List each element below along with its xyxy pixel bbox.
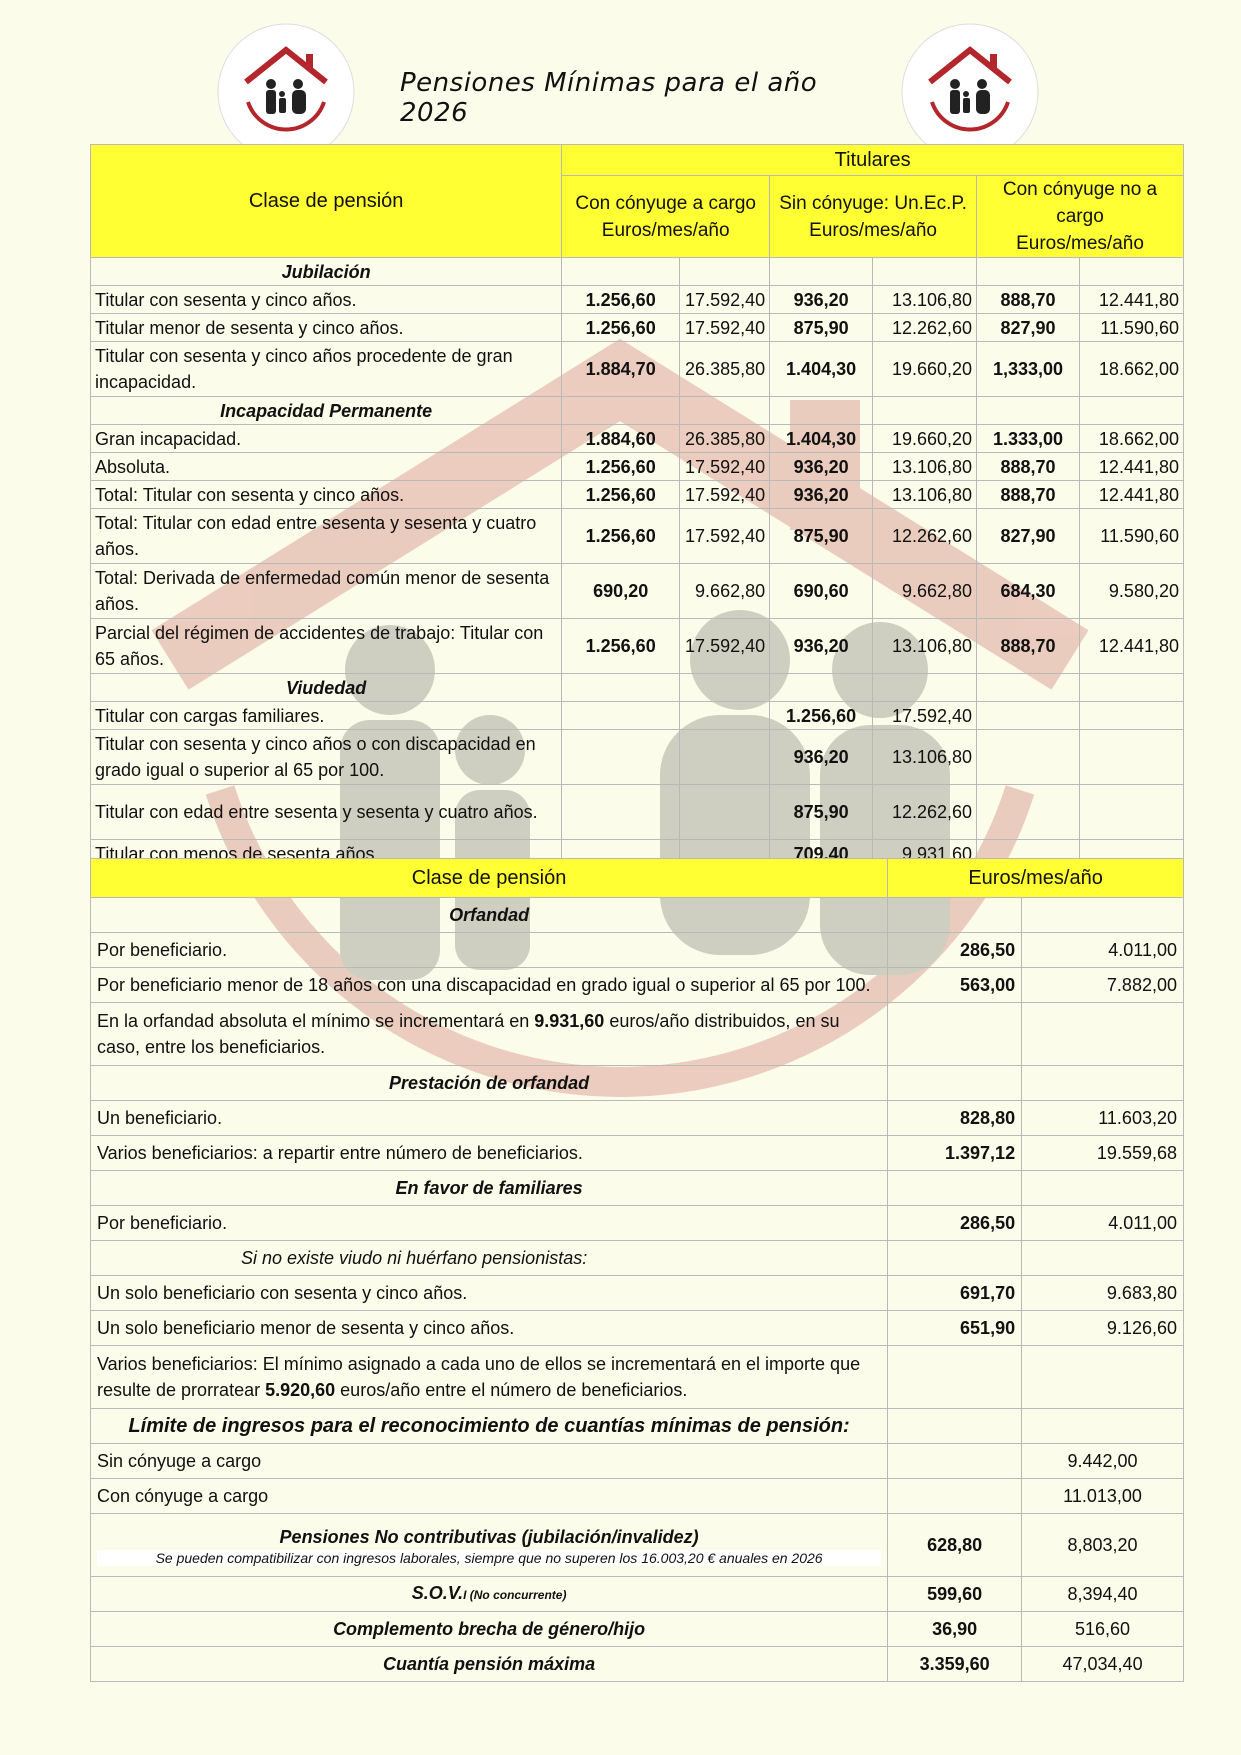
value-mes: 936,20	[770, 453, 873, 481]
rows-viudedad	[91, 702, 1184, 868]
table-row	[91, 702, 1184, 730]
table-row	[91, 1346, 1184, 1409]
value-anio	[680, 785, 770, 840]
value-mes: 651,90	[888, 1311, 1022, 1346]
value-mes: 875,90	[770, 314, 873, 342]
value-mes	[977, 785, 1080, 840]
euros-header: Euros/mes/año	[888, 859, 1184, 898]
value-mes: 286,50	[888, 933, 1022, 968]
value-anio: 12.441,80	[1079, 453, 1183, 481]
value-anio: 17.592,40	[873, 702, 977, 730]
value-mes: 1.256,60	[562, 453, 680, 481]
row-label: Sin cónyuge a cargo	[91, 1444, 888, 1479]
value-mes: 1.256,60	[562, 314, 680, 342]
table-row	[91, 564, 1184, 619]
table-row	[91, 1101, 1184, 1136]
value-anio: 9.662,80	[680, 564, 770, 619]
section-row	[91, 258, 1184, 286]
value-anio: 11.603,20	[1022, 1101, 1184, 1136]
value-mes: 888,70	[977, 453, 1080, 481]
value-mes: 828,80	[888, 1101, 1022, 1136]
section-orfandad: Orfandad	[91, 898, 888, 933]
value-mes: 684,30	[977, 564, 1080, 619]
value-anio: 12.262,60	[873, 509, 977, 564]
value-anio: 11.013,00	[1022, 1479, 1184, 1514]
table-row	[91, 1444, 1184, 1479]
value-anio: 19.559,68	[1022, 1136, 1184, 1171]
value-mes: 888,70	[977, 619, 1080, 674]
table-row	[91, 785, 1184, 840]
orfandad-absoluta-note: En la orfandad absoluta el mínimo se incrementará en 9.931,60 euros/año distribuidos, en su caso, entre los beneficiarios.	[91, 1003, 888, 1066]
otras-pensiones-table	[90, 858, 1184, 1682]
section-familiares: En favor de familiares	[91, 1171, 888, 1206]
table-row	[91, 1003, 1184, 1066]
value-anio: 7.882,00	[1022, 968, 1184, 1003]
table-row	[91, 1612, 1184, 1647]
value-anio: 13.106,80	[873, 453, 977, 481]
page-title: Pensiones Mínimas para el año 2026	[400, 68, 818, 128]
value-mes: 936,20	[770, 619, 873, 674]
value-anio: 19.660,20	[873, 425, 977, 453]
value-mes: 936,20	[770, 730, 873, 785]
value-anio: 47,034,40	[1022, 1647, 1184, 1682]
class-header: Clase de pensión	[91, 859, 888, 898]
value-anio	[1079, 730, 1183, 785]
section-row	[91, 397, 1184, 425]
titulares-table	[90, 144, 1184, 868]
value-mes: 888,70	[977, 481, 1080, 509]
table-row	[91, 286, 1184, 314]
table-row	[91, 1479, 1184, 1514]
value-mes: 691,70	[888, 1276, 1022, 1311]
value-mes: 3.359,60	[888, 1647, 1022, 1682]
table-row	[91, 968, 1184, 1003]
row-label: Por beneficiario.	[91, 933, 888, 968]
value-mes: 1.256,60	[562, 286, 680, 314]
value-anio: 13.106,80	[873, 730, 977, 785]
value-anio: 12.441,80	[1079, 286, 1183, 314]
row-label: Total: Titular con sesenta y cinco años.	[91, 481, 562, 509]
value-mes	[562, 730, 680, 785]
value-anio: 8,803,20	[1022, 1514, 1184, 1577]
value-mes: 709,40	[770, 840, 873, 868]
value-anio: 17.592,40	[680, 509, 770, 564]
value-anio: 4.011,00	[1022, 933, 1184, 968]
table-row	[91, 1276, 1184, 1311]
value-mes: 1.256,60	[562, 619, 680, 674]
value-anio: 26.385,80	[680, 425, 770, 453]
section-incapacidad: Incapacidad Permanente	[91, 397, 562, 425]
section-row	[91, 674, 1184, 702]
organization-logo	[216, 22, 356, 162]
table-row	[91, 453, 1184, 481]
value-mes: 690,20	[562, 564, 680, 619]
row-label: Titular menor de sesenta y cinco años.	[91, 314, 562, 342]
value-anio: 4.011,00	[1022, 1206, 1184, 1241]
value-anio: 12.441,80	[1079, 481, 1183, 509]
value-mes: 690,60	[770, 564, 873, 619]
row-label: Titular con sesenta y cinco años o con discapacidad en grado igual o superior al 65 por 100.	[91, 730, 562, 785]
value-mes: 936,20	[770, 286, 873, 314]
value-mes: 1.404,30	[770, 342, 873, 397]
row-label: Total: Titular con edad entre sesenta y sesenta y cuatro años.	[91, 509, 562, 564]
row-label: Gran incapacidad.	[91, 425, 562, 453]
table-row	[91, 481, 1184, 509]
value-anio	[680, 730, 770, 785]
value-anio: 17.592,40	[680, 314, 770, 342]
value-mes: 628,80	[888, 1514, 1022, 1577]
row-label: Titular con sesenta y cinco años procedente de gran incapacidad.	[91, 342, 562, 397]
value-anio: 9.442,00	[1022, 1444, 1184, 1479]
value-mes: 1.256,60	[562, 509, 680, 564]
row-label: Titular con cargas familiares.	[91, 702, 562, 730]
value-mes: 1,333,00	[977, 342, 1080, 397]
value-mes	[977, 702, 1080, 730]
table-row	[91, 342, 1184, 397]
section-prestacion: Prestación de orfandad	[91, 1066, 888, 1101]
table-row	[91, 730, 1184, 785]
value-anio: 17.592,40	[680, 286, 770, 314]
value-mes: 1.397,12	[888, 1136, 1022, 1171]
value-mes: 1.884,70	[562, 342, 680, 397]
value-mes: 827,90	[977, 314, 1080, 342]
value-mes: 1.404,30	[770, 425, 873, 453]
value-mes: 827,90	[977, 509, 1080, 564]
value-anio: 12.262,60	[873, 785, 977, 840]
value-mes: 599,60	[888, 1577, 1022, 1612]
value-mes	[562, 702, 680, 730]
value-mes: 563,00	[888, 968, 1022, 1003]
section-viudedad: Viudedad	[91, 674, 562, 702]
row-label: Un solo beneficiario con sesenta y cinco años.	[91, 1276, 888, 1311]
table-row	[91, 1311, 1184, 1346]
value-anio: 9.931,60	[873, 840, 977, 868]
no-contributivas-label: Pensiones No contributivas (jubilación/invalidez)	[279, 1527, 699, 1547]
row-label: Varios beneficiarios: a repartir entre número de beneficiarios.	[91, 1136, 888, 1171]
value-anio	[1079, 702, 1183, 730]
varios-beneficiarios-note: Varios beneficiarios: El mínimo asignado a cada uno de ellos se incrementará en el importe que resulte de prorratear 5.920,60 euros/año entre el número de beneficiarios.	[91, 1346, 888, 1409]
row-label: Total: Derivada de enfermedad común menor de sesenta años.	[91, 564, 562, 619]
value-anio: 9.683,80	[1022, 1276, 1184, 1311]
organization-logo	[900, 22, 1040, 162]
value-mes: 1.256,60	[770, 702, 873, 730]
value-anio: 516,60	[1022, 1612, 1184, 1647]
value-anio: 9.580,20	[1079, 564, 1183, 619]
value-anio: 11.590,60	[1079, 509, 1183, 564]
value-anio: 11.590,60	[1079, 314, 1183, 342]
no-contributivas-cell	[91, 1514, 888, 1577]
table-row	[91, 1577, 1184, 1612]
value-anio: 17.592,40	[680, 619, 770, 674]
value-mes	[562, 785, 680, 840]
value-anio: 13.106,80	[873, 286, 977, 314]
table-row	[91, 1514, 1184, 1577]
table-row	[91, 1206, 1184, 1241]
table-row	[91, 619, 1184, 674]
value-mes: 875,90	[770, 509, 873, 564]
value-anio: 26.385,80	[680, 342, 770, 397]
titulares-header: Titulares	[562, 145, 1184, 176]
row-label: Titular con menos de sesenta años.	[91, 840, 562, 868]
row-label: Un solo beneficiario menor de sesenta y cinco años.	[91, 1311, 888, 1346]
value-anio: 12.441,80	[1079, 619, 1183, 674]
row-label: Con cónyuge a cargo	[91, 1479, 888, 1514]
row-label: Por beneficiario menor de 18 años con una discapacidad en grado igual o superior al 65 por 100.	[91, 968, 888, 1003]
value-mes: 936,20	[770, 481, 873, 509]
value-mes: 36,90	[888, 1612, 1022, 1647]
value-anio: 9.126,60	[1022, 1311, 1184, 1346]
section-sin-viudo: Si no existe viudo ni huérfano pensionistas:	[91, 1241, 888, 1276]
section-limite: Límite de ingresos para el reconocimiento de cuantías mínimas de pensión:	[91, 1409, 888, 1444]
col-head-no-a-cargo: Con cónyuge no a cargo Euros/mes/año	[977, 176, 1184, 258]
value-anio: 18.662,00	[1079, 342, 1183, 397]
rows-jubilacion	[91, 286, 1184, 397]
value-mes	[977, 730, 1080, 785]
row-label: Un beneficiario.	[91, 1101, 888, 1136]
no-contributivas-note: Se pueden compatibilizar con ingresos laborales, siempre que no superen los 16.003,20 € anuales en 2026	[97, 1550, 881, 1566]
value-mes: 286,50	[888, 1206, 1022, 1241]
value-anio: 19.660,20	[873, 342, 977, 397]
value-anio: 17.592,40	[680, 453, 770, 481]
value-mes: 1.256,60	[562, 481, 680, 509]
class-header: Clase de pensión	[91, 145, 562, 258]
value-mes: 875,90	[770, 785, 873, 840]
row-label: Titular con sesenta y cinco años.	[91, 286, 562, 314]
table-row	[91, 1647, 1184, 1682]
table-row	[91, 933, 1184, 968]
row-label: Parcial del régimen de accidentes de trabajo: Titular con 65 años.	[91, 619, 562, 674]
value-anio: 17.592,40	[680, 481, 770, 509]
value-mes: 888,70	[977, 286, 1080, 314]
table-row	[91, 425, 1184, 453]
value-mes: 1.333,00	[977, 425, 1080, 453]
table-row	[91, 314, 1184, 342]
value-anio: 12.262,60	[873, 314, 977, 342]
row-label: Titular con edad entre sesenta y sesenta y cuatro años.	[91, 785, 562, 840]
value-anio: 13.106,80	[873, 619, 977, 674]
value-anio	[1079, 785, 1183, 840]
section-jubilacion: Jubilación	[91, 258, 562, 286]
row-label: Por beneficiario.	[91, 1206, 888, 1241]
maxima-label: Cuantía pensión máxima	[91, 1647, 888, 1682]
col-head-sin-conyuge: Sin cónyuge: Un.Ec.P. Euros/mes/año	[770, 176, 977, 258]
col-head-con-conyuge: Con cónyuge a cargo Euros/mes/año	[562, 176, 770, 258]
table-row	[91, 509, 1184, 564]
value-anio	[680, 702, 770, 730]
row-label: Absoluta.	[91, 453, 562, 481]
rows-incapacidad	[91, 425, 1184, 674]
brecha-label: Complemento brecha de género/hijo	[91, 1612, 888, 1647]
table-row	[91, 1136, 1184, 1171]
value-anio: 8,394,40	[1022, 1577, 1184, 1612]
value-anio: 9.662,80	[873, 564, 977, 619]
value-mes: 1.884,60	[562, 425, 680, 453]
value-anio: 13.106,80	[873, 481, 977, 509]
sov-label: S.O.V.I (No concurrente)	[91, 1577, 888, 1612]
value-anio: 18.662,00	[1079, 425, 1183, 453]
